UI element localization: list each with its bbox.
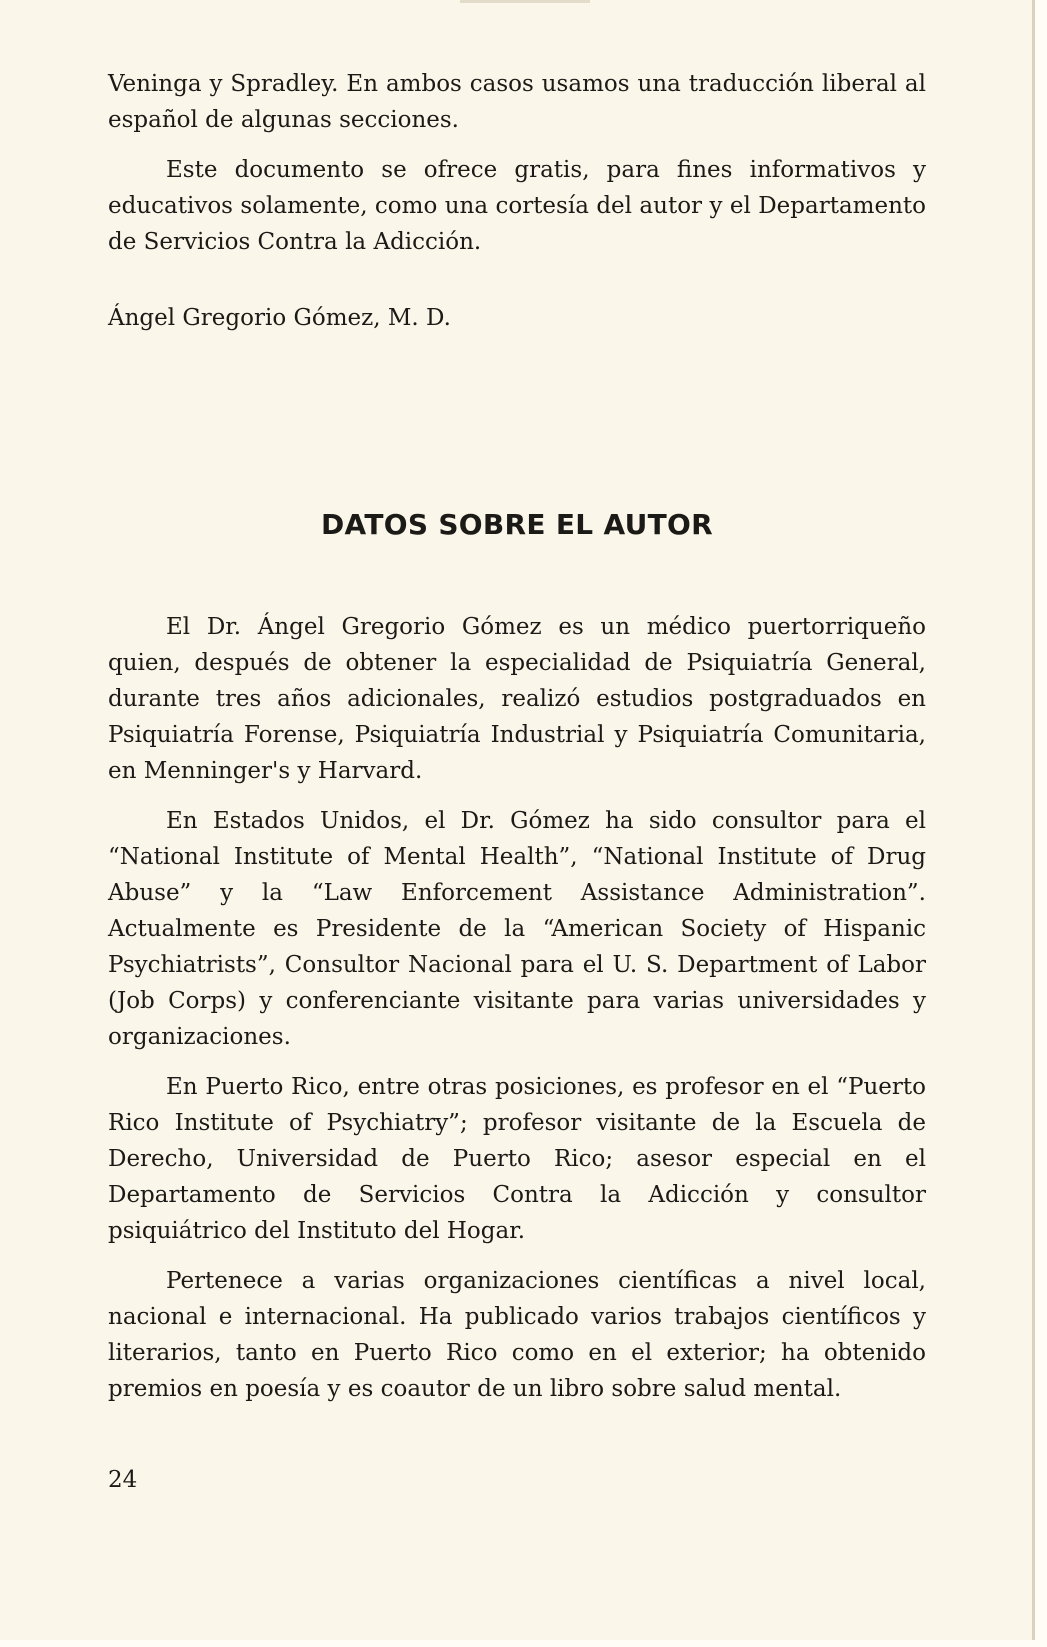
- author-signature: Ángel Gregorio Gómez, M. D.: [108, 305, 451, 331]
- bio-paragraph-education: El Dr. Ángel Gregorio Gómez es un médico puertorriqueño quien, después de obtener la especialidad de Psiquiatría General, durante tres años adicionales, realizó estudios postgraduados en Psiquiatría Forense, Psiquiatría Industrial y Psiquiatría Comunitaria, en Menninger's y Harvard.: [108, 614, 926, 784]
- bio-paragraph-united-states: En Estados Unidos, el Dr. Gómez ha sido consultor para el “National Institute of Mental Health”, “National Institute of Drug Abuse” y la “Law Enforcement Assistance Administration”. Actualmente es Presidente de la “American Society of Hispanic Psychiatrists”, Consultor Nacional para el U. S. Department of Labor (Job Corps) y conferenciante visitante para varias universidades y organizaciones.: [108, 808, 926, 1050]
- bio-paragraph-puerto-rico: En Puerto Rico, entre otras posiciones, es profesor en el “Puerto Rico Institute of Psychiatry”; profesor visitante de la Escuela de Derecho, Universidad de Puerto Rico; asesor especial en el Departamento de Servicios Contra la Adicción y consultor psiquiátrico del Instituto del Hogar.: [108, 1074, 926, 1244]
- bio-paragraph-organizations: Pertenece a varias organizaciones científicas a nivel local, nacional e internacional. Ha publicado varios trabajos científicos y literarios, tanto en Puerto Rico como en el exterior; ha obtenido premios en poesía y es coautor de un libro sobre salud mental.: [108, 1268, 926, 1402]
- paragraph-disclaimer: Este documento se ofrece gratis, para fines informativos y educativos solamente, como una cortesía del autor y el Departamento de Servicios Contra la Adicción.: [108, 157, 926, 255]
- section-title: DATOS SOBRE EL AUTOR: [320, 508, 714, 541]
- page-edge-mark: [460, 0, 590, 3]
- page-number: 24: [108, 1467, 138, 1493]
- paragraph-continued: Veninga y Spradley. En ambos casos usamos una traducción liberal al español de algunas secciones.: [108, 71, 926, 133]
- text-column: [108, 66, 926, 1421]
